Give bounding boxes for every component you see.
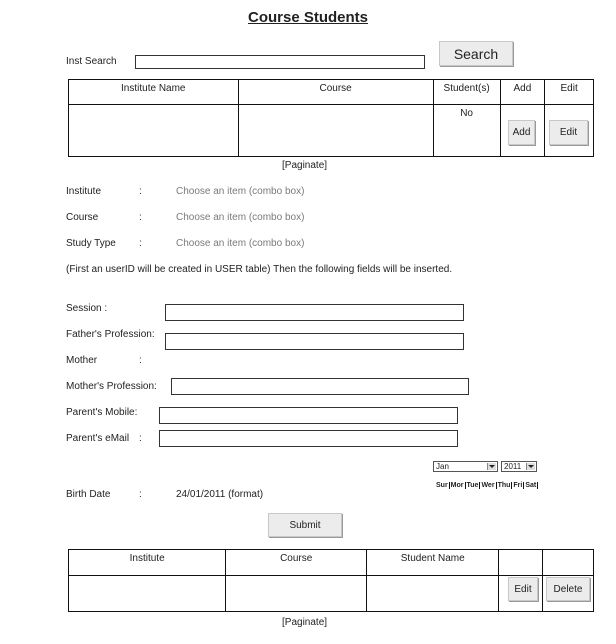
mothers-profession-label: Mother's Profession: xyxy=(66,381,157,392)
mother-label: Mother xyxy=(66,355,98,366)
col-header-edit: Edit xyxy=(545,80,594,105)
cell-students: No xyxy=(433,105,500,157)
cell-course xyxy=(238,105,433,157)
month-select[interactable] xyxy=(433,461,498,472)
birth-date-value: 24/01/2011 (format) xyxy=(176,489,264,500)
parents-email-colon: : xyxy=(139,433,142,444)
parents-email-label: Parent's eMail xyxy=(66,433,130,444)
study-type-colon: : xyxy=(139,238,142,249)
paginate-bottom[interactable]: [Paginate] xyxy=(282,617,328,628)
birth-date-label: Birth Date xyxy=(66,489,111,500)
session-input[interactable] xyxy=(165,304,464,321)
cell-institute xyxy=(69,576,226,612)
day-header-mon: Mor xyxy=(450,482,464,489)
year-value: 2011 xyxy=(504,462,522,471)
search-button[interactable]: Search xyxy=(439,41,513,66)
cell-student-name xyxy=(367,576,499,612)
add-button[interactable]: Add xyxy=(508,120,535,145)
institute-label: Institute xyxy=(66,186,102,197)
col-header-institute: Institute xyxy=(69,550,226,576)
study-type-combo-box[interactable]: Choose an item (combo box) xyxy=(176,238,305,249)
session-label: Session : xyxy=(66,303,108,314)
col-header-students: Student(s) xyxy=(433,80,500,105)
submit-button[interactable]: Submit xyxy=(268,513,342,537)
col-header-edit xyxy=(499,550,542,576)
day-header-wed: Wer xyxy=(481,482,495,489)
year-select[interactable] xyxy=(501,461,537,472)
mothers-profession-input[interactable] xyxy=(171,378,469,395)
col-header-add: Add xyxy=(500,80,545,105)
col-header-student-name: Student Name xyxy=(367,550,499,576)
course-colon: : xyxy=(139,212,142,223)
edit-button[interactable]: Edit xyxy=(549,120,588,145)
day-header-tue: Tue xyxy=(466,482,479,489)
day-header-sat: Sat xyxy=(525,482,537,489)
institute-results-table xyxy=(68,79,594,157)
institute-combo-box[interactable]: Choose an item (combo box) xyxy=(176,186,305,197)
birth-date-colon: : xyxy=(139,489,142,500)
row-edit-button[interactable]: Edit xyxy=(508,577,538,601)
institute-colon: : xyxy=(139,186,142,197)
course-label: Course xyxy=(66,212,99,223)
mother-colon: : xyxy=(139,355,142,366)
parents-email-input[interactable] xyxy=(159,430,458,447)
cell-institute-name xyxy=(69,105,239,157)
month-value: Jan xyxy=(436,462,449,471)
chevron-down-icon xyxy=(526,463,535,470)
calendar-day-headers xyxy=(435,479,538,491)
inst-search-input[interactable] xyxy=(135,55,425,69)
col-header-course: Course xyxy=(238,80,433,105)
cell-course xyxy=(226,576,367,612)
userid-note: (First an userID will be created in USER table) Then the following fields will be inserted. xyxy=(66,264,453,275)
day-header-sun: Sur xyxy=(436,482,448,489)
col-header-institute-name: Institute Name xyxy=(69,80,239,105)
day-header-fri: Fri xyxy=(513,482,523,489)
study-type-label: Study Type xyxy=(66,238,116,249)
parents-mobile-label: Parent's Mobile: xyxy=(66,407,138,418)
paginate-top[interactable]: [Paginate] xyxy=(282,160,328,171)
fathers-profession-label: Father's Profession: xyxy=(66,329,155,340)
row-delete-button[interactable]: Delete xyxy=(546,577,590,601)
parents-mobile-input[interactable] xyxy=(159,407,458,424)
course-combo-box[interactable]: Choose an item (combo box) xyxy=(176,212,305,223)
col-header-delete xyxy=(542,550,593,576)
page-title: Course Students xyxy=(247,9,368,26)
day-header-thu: Thu xyxy=(497,482,511,489)
inst-search-label: Inst Search xyxy=(66,56,117,67)
col-header-course: Course xyxy=(226,550,367,576)
chevron-down-icon xyxy=(487,463,496,470)
fathers-profession-input[interactable] xyxy=(165,333,464,350)
